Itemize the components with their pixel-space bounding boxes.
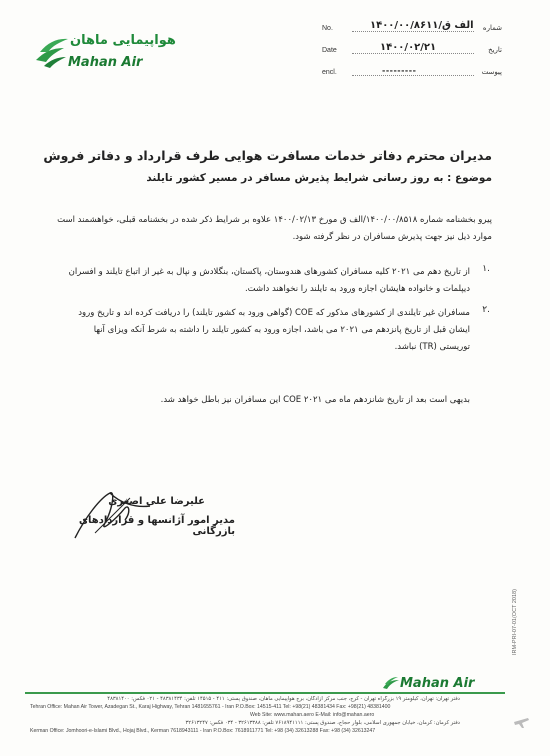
signer-title: مدیر امور آژانسها و قراردادهای بازرگانی (78, 515, 235, 537)
number-row (322, 12, 502, 34)
subject-line: موضوع : به روز رسانی شرایط پذیرش مسافر در مسیر کشور تایلند (146, 172, 492, 184)
footer-tehran-en: Tehran Office: Mahan Air Tower, Azadegan St., Karaj Highway, Tehran 1481655761 - Iran P.O.Box: 14515-411 Tel: +98(21) 48381434 Fax: +98(21) 48381400 (30, 704, 391, 710)
footer-web: Web Site: www.mahan.aero E-Mail: info@mahan.aero (250, 712, 375, 718)
date-label-en: Date (322, 47, 337, 54)
letter-meta (322, 12, 502, 78)
footer-kerman-fa: دفتر کرمان: کرمان، خیابان جمهوری اسلامی، بلوار حجاج، صندوق پستی: ۷۶۱۸۹۴۱۱۱۱ تلفن: ۳۲۶۱۳۳۸۸ - ۰۳۴ فکس: ۳۲۶۱۳۲۴۷ (185, 720, 460, 726)
logo-english-text: Mahan Air (68, 55, 143, 70)
attachment-label-en: encl. (322, 69, 337, 76)
signer-name: علیرضا علی اصغری (108, 496, 205, 507)
intro-paragraph: پیرو بخشنامه شماره ۱۴۰۰/۰۰/۸۵۱۸/الف ق مورخ ۱۴۰۰/۰۲/۱۳ علاوه بر شرایط ذکر شده در بخشنامه قبلی، خواهشمند است موارد ذیل نیز جهت پذیرش مسافران در نظر گرفته شود. (57, 215, 492, 242)
number-label-en: No. (322, 25, 333, 32)
form-code: IRM-PRI-07-01(OCT 2018) (512, 589, 518, 655)
addressee-heading: مدیران محترم دفاتر خدمات مسافرت هوایی طرف قرارداد و دفاتر فروش (43, 148, 492, 163)
attachment-row (322, 56, 502, 78)
date-row (322, 34, 502, 56)
item-2-number: ۲. (482, 305, 490, 315)
attachment-line (352, 75, 474, 76)
airplane-icon (512, 712, 530, 730)
date-line (352, 53, 474, 54)
logo-persian-text: هواپیمایی ماهان (70, 33, 176, 48)
footer-logo-icon (382, 676, 400, 690)
date-label-fa: تاریخ (488, 46, 502, 54)
footer-kerman-en: Kerman Office: Jomhoori-e-Islami Blvd., Hojaj Blvd., Kerman 7618943111 - Iran P.O.Box: 7618911771 Tel: +98 (34) 32613288 Fax: +98 (34) 32613247 (30, 728, 376, 734)
signature-icon (55, 478, 175, 548)
attachment-value: --------- (382, 66, 417, 75)
footer-logo-text: Mahan Air (400, 676, 475, 691)
item-1-number: ۱. (482, 264, 490, 274)
item-2-text: مسافران غیر تایلندی از کشورهای مذکور که COE (گواهی ورود به کشور تایلند) را دریافت کرده اند و تاریخ ورود ایشان قبل از تاریخ پانزدهم می ۲۰۲۱ می باشد، اجازه ورود به کشور تایلند را داشته به شرط آنکه ویزای آنها توریستی (TR) نباشد. (78, 308, 470, 352)
item-1-text: از تاریخ دهم می ۲۰۲۱ کلیه مسافران کشورهای هندوستان، پاکستان، بنگلادش و نپال به غیر از اتباع تایلند و افسران دیپلمات و خانواده هایشان اجازه ورود به تایلند را نخواهند داشت. (68, 267, 470, 294)
letter-number: ۱۴۰۰/۰۰/۸۶۱۱/الف ق (370, 20, 474, 31)
footer-tehran-fa: دفتر تهران: تهران، کیلومتر ۱۹ بزرگراه تهران - کرج، جنب مرکز آزادگان، برج هواپیمایی ماهان، صندوق پستی: ۴۱۱ - ۱۴۵۱۵ تلفن: ۴۸۳۸۱۴۳۴ - ۰۲۱ فکس: ۴۸۳۸۱۴۰۰ (107, 696, 460, 702)
number-label-fa: شماره (482, 24, 502, 32)
footer-divider (25, 692, 505, 694)
number-line (352, 31, 474, 32)
attachment-label-fa: پیوست (481, 68, 502, 76)
letter-date: ۱۴۰۰/۰۲/۲۱ (380, 42, 437, 53)
closing-paragraph: بدیهی است بعد از تاریخ شانزدهم ماه می ۲۰۲۱ COE این مسافران نیز باطل خواهد شد. (160, 395, 470, 405)
